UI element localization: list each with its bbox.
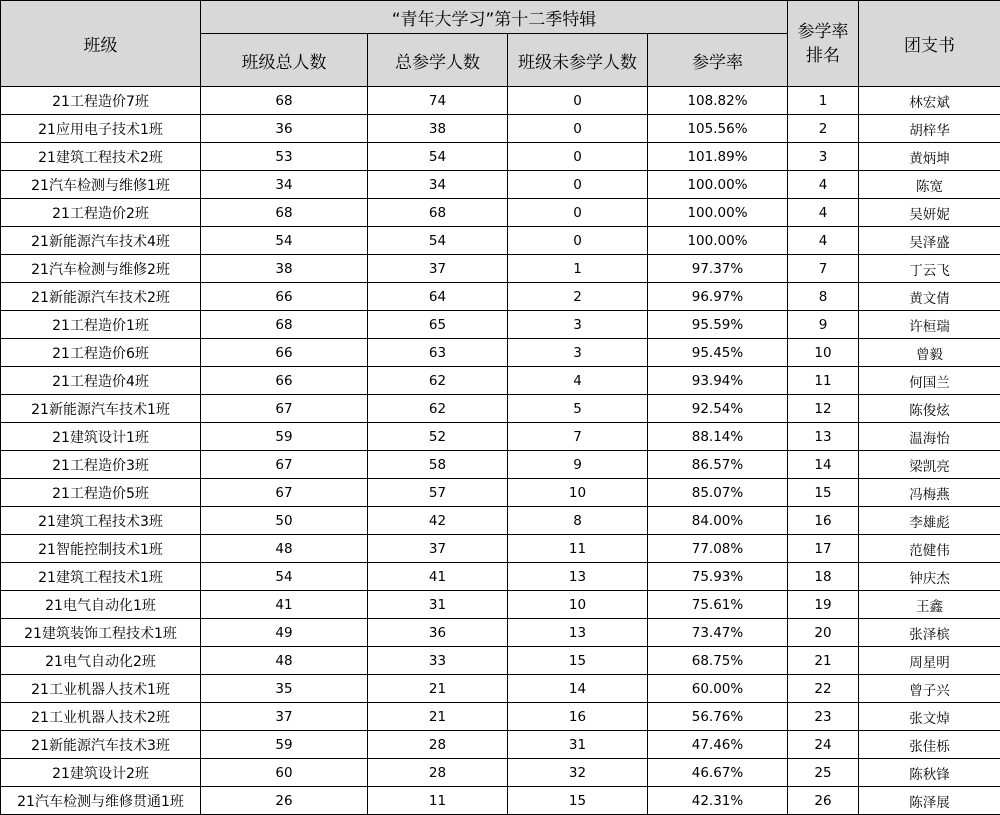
table-row	[1, 675, 1000, 703]
cell-secretary: 吴泽盛	[859, 227, 1000, 255]
cell-class: 21工程造价2班	[1, 199, 201, 227]
table-row	[1, 591, 1000, 619]
cell-secretary: 张文焯	[859, 703, 1000, 731]
cell-absent: 0	[508, 115, 648, 143]
cell-rate: 60.00%	[648, 675, 788, 703]
cell-participants: 68	[368, 199, 508, 227]
cell-absent: 0	[508, 227, 648, 255]
cell-participants: 28	[368, 759, 508, 787]
cell-participants: 41	[368, 563, 508, 591]
header-rank-line2: 排名	[806, 45, 840, 66]
table-row	[1, 731, 1000, 759]
cell-rate: 108.82%	[648, 87, 788, 115]
cell-rank: 10	[788, 339, 859, 367]
cell-absent: 13	[508, 563, 648, 591]
cell-rank: 3	[788, 143, 859, 171]
cell-rate: 73.47%	[648, 619, 788, 647]
cell-participants: 52	[368, 423, 508, 451]
cell-class: 21建筑设计1班	[1, 423, 201, 451]
cell-class: 21新能源汽车技术1班	[1, 395, 201, 423]
cell-rate: 88.14%	[648, 423, 788, 451]
cell-absent: 4	[508, 367, 648, 395]
cell-rank: 20	[788, 619, 859, 647]
cell-participants: 64	[368, 283, 508, 311]
cell-participants: 62	[368, 395, 508, 423]
cell-secretary: 黄文倩	[859, 283, 1000, 311]
cell-absent: 10	[508, 591, 648, 619]
table-row	[1, 563, 1000, 591]
cell-rank: 18	[788, 563, 859, 591]
cell-absent: 5	[508, 395, 648, 423]
cell-absent: 32	[508, 759, 648, 787]
cell-secretary: 何国兰	[859, 367, 1000, 395]
cell-rank: 11	[788, 367, 859, 395]
cell-rank: 4	[788, 199, 859, 227]
cell-rate: 97.37%	[648, 255, 788, 283]
cell-participants: 62	[368, 367, 508, 395]
cell-rank: 21	[788, 647, 859, 675]
cell-participants: 34	[368, 171, 508, 199]
table-header	[1, 1, 1000, 87]
cell-rate: 93.94%	[648, 367, 788, 395]
table-row	[1, 479, 1000, 507]
header-class: 班级	[1, 1, 201, 87]
header-participants: 总参学人数	[368, 34, 508, 87]
cell-absent: 1	[508, 255, 648, 283]
cell-secretary: 温海怡	[859, 423, 1000, 451]
cell-participants: 65	[368, 311, 508, 339]
cell-total: 36	[201, 115, 368, 143]
cell-rank: 25	[788, 759, 859, 787]
cell-participants: 37	[368, 255, 508, 283]
cell-participants: 58	[368, 451, 508, 479]
table-row	[1, 339, 1000, 367]
header-rank	[788, 1, 859, 87]
table-row	[1, 115, 1000, 143]
cell-secretary: 陈秋锋	[859, 759, 1000, 787]
cell-rank: 7	[788, 255, 859, 283]
cell-secretary: 胡梓华	[859, 115, 1000, 143]
table-row	[1, 367, 1000, 395]
cell-rate: 42.31%	[648, 787, 788, 815]
cell-rank: 13	[788, 423, 859, 451]
cell-total: 68	[201, 311, 368, 339]
cell-rank: 19	[788, 591, 859, 619]
table-row	[1, 283, 1000, 311]
cell-class: 21工程造价5班	[1, 479, 201, 507]
cell-rate: 46.67%	[648, 759, 788, 787]
cell-participants: 11	[368, 787, 508, 815]
cell-class: 21工程造价4班	[1, 367, 201, 395]
cell-absent: 15	[508, 787, 648, 815]
cell-rank: 17	[788, 535, 859, 563]
cell-participants: 37	[368, 535, 508, 563]
cell-class: 21汽车检测与维修1班	[1, 171, 201, 199]
cell-total: 66	[201, 283, 368, 311]
cell-participants: 54	[368, 227, 508, 255]
cell-total: 59	[201, 423, 368, 451]
cell-rank: 15	[788, 479, 859, 507]
cell-participants: 38	[368, 115, 508, 143]
cell-rate: 101.89%	[648, 143, 788, 171]
table-row	[1, 423, 1000, 451]
cell-secretary: 梁凯亮	[859, 451, 1000, 479]
cell-total: 48	[201, 535, 368, 563]
table-row	[1, 255, 1000, 283]
cell-secretary: 张泽槟	[859, 619, 1000, 647]
cell-rank: 23	[788, 703, 859, 731]
cell-total: 59	[201, 731, 368, 759]
header-secretary: 团支书	[859, 1, 1000, 87]
cell-class: 21新能源汽车技术2班	[1, 283, 201, 311]
cell-rate: 68.75%	[648, 647, 788, 675]
header-rank-line1: 参学率	[797, 21, 849, 42]
cell-absent: 0	[508, 143, 648, 171]
cell-absent: 15	[508, 647, 648, 675]
cell-absent: 0	[508, 171, 648, 199]
cell-participants: 21	[368, 703, 508, 731]
cell-secretary: 黄炳坤	[859, 143, 1000, 171]
cell-participants: 28	[368, 731, 508, 759]
table-row	[1, 535, 1000, 563]
table-row	[1, 87, 1000, 115]
cell-secretary: 陈宽	[859, 171, 1000, 199]
cell-class: 21工程造价7班	[1, 87, 201, 115]
table-row	[1, 451, 1000, 479]
cell-rate: 92.54%	[648, 395, 788, 423]
cell-secretary: 林宏斌	[859, 87, 1000, 115]
cell-rank: 4	[788, 227, 859, 255]
cell-secretary: 陈泽展	[859, 787, 1000, 815]
cell-class: 21工业机器人技术1班	[1, 675, 201, 703]
cell-rank: 8	[788, 283, 859, 311]
cell-rank: 4	[788, 171, 859, 199]
cell-total: 53	[201, 143, 368, 171]
cell-rate: 100.00%	[648, 199, 788, 227]
table-body	[1, 87, 1000, 815]
cell-total: 66	[201, 339, 368, 367]
table-row	[1, 395, 1000, 423]
table-row	[1, 143, 1000, 171]
cell-total: 26	[201, 787, 368, 815]
cell-absent: 10	[508, 479, 648, 507]
cell-class: 21工程造价1班	[1, 311, 201, 339]
cell-rate: 75.93%	[648, 563, 788, 591]
cell-absent: 9	[508, 451, 648, 479]
cell-total: 68	[201, 199, 368, 227]
cell-class: 21建筑装饰工程技术1班	[1, 619, 201, 647]
cell-participants: 36	[368, 619, 508, 647]
cell-class: 21应用电子技术1班	[1, 115, 201, 143]
cell-rank: 12	[788, 395, 859, 423]
cell-total: 41	[201, 591, 368, 619]
cell-class: 21建筑工程技术2班	[1, 143, 201, 171]
cell-rate: 56.76%	[648, 703, 788, 731]
cell-absent: 14	[508, 675, 648, 703]
cell-absent: 0	[508, 87, 648, 115]
cell-class: 21智能控制技术1班	[1, 535, 201, 563]
cell-participants: 21	[368, 675, 508, 703]
table-row	[1, 311, 1000, 339]
cell-absent: 2	[508, 283, 648, 311]
cell-class: 21新能源汽车技术4班	[1, 227, 201, 255]
cell-class: 21电气自动化2班	[1, 647, 201, 675]
cell-total: 35	[201, 675, 368, 703]
table-row	[1, 507, 1000, 535]
cell-absent: 13	[508, 619, 648, 647]
cell-rank: 9	[788, 311, 859, 339]
cell-rank: 14	[788, 451, 859, 479]
cell-secretary: 曾子兴	[859, 675, 1000, 703]
cell-rank: 22	[788, 675, 859, 703]
table-row	[1, 647, 1000, 675]
cell-absent: 11	[508, 535, 648, 563]
cell-rate: 85.07%	[648, 479, 788, 507]
cell-participants: 31	[368, 591, 508, 619]
cell-secretary: 陈俊炫	[859, 395, 1000, 423]
cell-rate: 77.08%	[648, 535, 788, 563]
cell-participants: 74	[368, 87, 508, 115]
cell-absent: 7	[508, 423, 648, 451]
cell-total: 67	[201, 395, 368, 423]
cell-participants: 33	[368, 647, 508, 675]
cell-rank: 26	[788, 787, 859, 815]
cell-class: 21汽车检测与维修贯通1班	[1, 787, 201, 815]
cell-rank: 2	[788, 115, 859, 143]
cell-absent: 3	[508, 311, 648, 339]
header-nonparticipants: 班级未参学人数	[508, 34, 648, 87]
cell-absent: 0	[508, 199, 648, 227]
cell-rate: 105.56%	[648, 115, 788, 143]
cell-rate: 96.97%	[648, 283, 788, 311]
table-row	[1, 171, 1000, 199]
table-row	[1, 227, 1000, 255]
cell-absent: 31	[508, 731, 648, 759]
cell-total: 54	[201, 227, 368, 255]
cell-secretary: 周星明	[859, 647, 1000, 675]
header-group-title: “青年大学习”第十二季特辑	[201, 1, 788, 34]
cell-class: 21建筑工程技术1班	[1, 563, 201, 591]
header-total: 班级总人数	[201, 34, 368, 87]
cell-rank: 1	[788, 87, 859, 115]
cell-secretary: 范健伟	[859, 535, 1000, 563]
cell-absent: 8	[508, 507, 648, 535]
cell-rate: 47.46%	[648, 731, 788, 759]
cell-class: 21工业机器人技术2班	[1, 703, 201, 731]
cell-secretary: 曾毅	[859, 339, 1000, 367]
cell-absent: 16	[508, 703, 648, 731]
cell-class: 21电气自动化1班	[1, 591, 201, 619]
cell-participants: 57	[368, 479, 508, 507]
cell-secretary: 李雄彪	[859, 507, 1000, 535]
cell-class: 21工程造价3班	[1, 451, 201, 479]
table-row	[1, 787, 1000, 815]
cell-secretary: 钟庆杰	[859, 563, 1000, 591]
cell-total: 49	[201, 619, 368, 647]
cell-rate: 75.61%	[648, 591, 788, 619]
cell-secretary: 张佳栎	[859, 731, 1000, 759]
cell-total: 67	[201, 479, 368, 507]
table-row	[1, 703, 1000, 731]
cell-total: 68	[201, 87, 368, 115]
cell-total: 66	[201, 367, 368, 395]
cell-rate: 100.00%	[648, 171, 788, 199]
cell-total: 50	[201, 507, 368, 535]
cell-total: 34	[201, 171, 368, 199]
cell-class: 21建筑设计2班	[1, 759, 201, 787]
cell-class: 21建筑工程技术3班	[1, 507, 201, 535]
cell-class: 21工程造价6班	[1, 339, 201, 367]
header-rate: 参学率	[648, 34, 788, 87]
cell-total: 67	[201, 451, 368, 479]
cell-secretary: 王鑫	[859, 591, 1000, 619]
cell-class: 21汽车检测与维修2班	[1, 255, 201, 283]
cell-secretary: 吴妍妮	[859, 199, 1000, 227]
cell-rate: 86.57%	[648, 451, 788, 479]
table-row	[1, 199, 1000, 227]
cell-total: 60	[201, 759, 368, 787]
cell-total: 54	[201, 563, 368, 591]
cell-total: 38	[201, 255, 368, 283]
cell-class: 21新能源汽车技术3班	[1, 731, 201, 759]
cell-rate: 100.00%	[648, 227, 788, 255]
cell-secretary: 丁云飞	[859, 255, 1000, 283]
cell-absent: 3	[508, 339, 648, 367]
cell-total: 37	[201, 703, 368, 731]
cell-rank: 16	[788, 507, 859, 535]
cell-participants: 54	[368, 143, 508, 171]
cell-secretary: 冯梅燕	[859, 479, 1000, 507]
table-row	[1, 759, 1000, 787]
table-row	[1, 619, 1000, 647]
cell-rate: 84.00%	[648, 507, 788, 535]
cell-total: 48	[201, 647, 368, 675]
cell-secretary: 许桓瑞	[859, 311, 1000, 339]
cell-participants: 63	[368, 339, 508, 367]
cell-rate: 95.59%	[648, 311, 788, 339]
cell-participants: 42	[368, 507, 508, 535]
cell-rank: 24	[788, 731, 859, 759]
cell-rate: 95.45%	[648, 339, 788, 367]
